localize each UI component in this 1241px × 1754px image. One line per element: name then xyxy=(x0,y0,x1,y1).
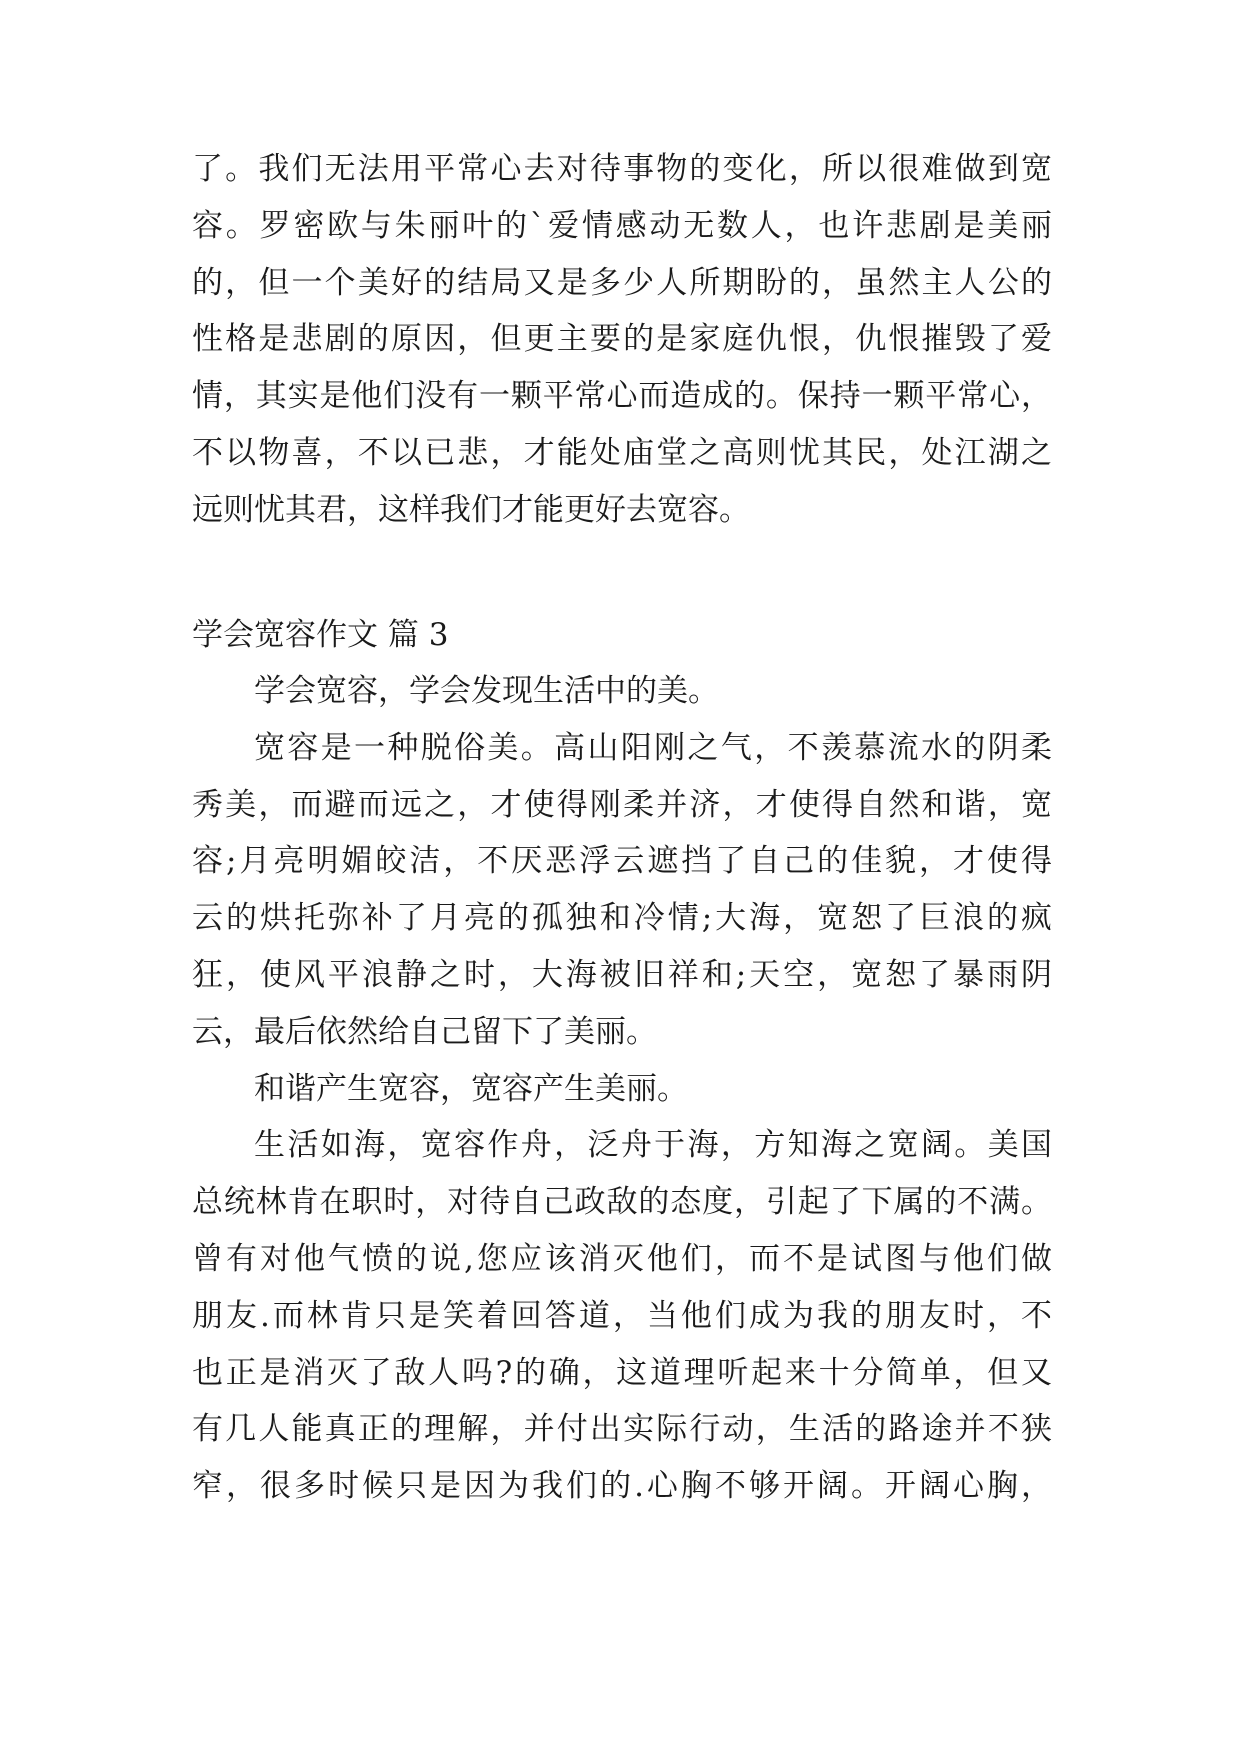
text-line: 曾有对他气愤的说,您应该消灭他们，而不是试图与他们做 xyxy=(192,1240,1052,1277)
text-line: 不以物喜，不以已悲，才能处庙堂之高则忧其民，处江湖之 xyxy=(192,434,1052,471)
text-line: 生活如海，宽容作舟，泛舟于海，方知海之宽阔。美国 xyxy=(254,1127,1052,1164)
text-line: 性格是悲剧的原因，但更主要的是家庭仇恨，仇恨摧毁了爱 xyxy=(192,321,1052,358)
text-line: 云，最后依然给自己留下了美丽。 xyxy=(192,1013,657,1050)
text-line: 情，其实是他们没有一颗平常心而造成的。保持一颗平常心， xyxy=(192,378,1052,415)
text-line: 容;月亮明媚皎洁，不厌恶浮云遮挡了自己的佳貌，才使得 xyxy=(192,843,1052,880)
text-line: 宽容是一种脱俗美。高山阳刚之气，不羡慕流水的阴柔 xyxy=(254,729,1052,766)
text-line: 狂，使风平浪静之时，大海被旧祥和;天空，宽恕了暴雨阴 xyxy=(192,956,1052,993)
text-line: 有几人能真正的理解，并付出实际行动，生活的路途并不狭 xyxy=(192,1411,1052,1448)
text-line: 学会宽容，学会发现生活中的美。 xyxy=(254,673,719,709)
text-line: 云的烘托弥补了月亮的孤独和冷情;大海，宽恕了巨浪的疯 xyxy=(192,900,1052,937)
text-line: 秀美，而避而远之，才使得刚柔并济，才使得自然和谐，宽 xyxy=(192,786,1052,823)
text-line: 了。我们无法用平常心去对待事物的变化，所以很难做到宽 xyxy=(192,151,1052,187)
text-line: 总统林肯在职时，对待自己政敌的态度，引起了下属的不满。 xyxy=(192,1184,1052,1221)
text-line: 窄，很多时候只是因为我们的.心胸不够开阔。开阔心胸， xyxy=(192,1468,1052,1505)
text-line: 也正是消灭了敌人吗?的确，这道理听起来十分简单，但又 xyxy=(192,1354,1052,1391)
section-heading: 学会宽容作文 篇 3 xyxy=(192,617,449,653)
text-line: 和谐产生宽容，宽容产生美丽。 xyxy=(254,1070,688,1107)
paragraph-continued xyxy=(192,141,1052,539)
text-line: 朋友.而林肯只是笑着回答道，当他们成为我的朋友时，不 xyxy=(192,1297,1052,1334)
section-body xyxy=(192,663,1052,1515)
text-line: 远则忧其君，这样我们才能更好去宽容。 xyxy=(192,491,750,528)
text-line: 的，但一个美好的结局又是多少人所期盼的，虽然主人公的 xyxy=(192,264,1052,301)
text-line: 容。罗密欧与朱丽叶的`爱情感动无数人，也许悲剧是美丽 xyxy=(192,207,1052,244)
